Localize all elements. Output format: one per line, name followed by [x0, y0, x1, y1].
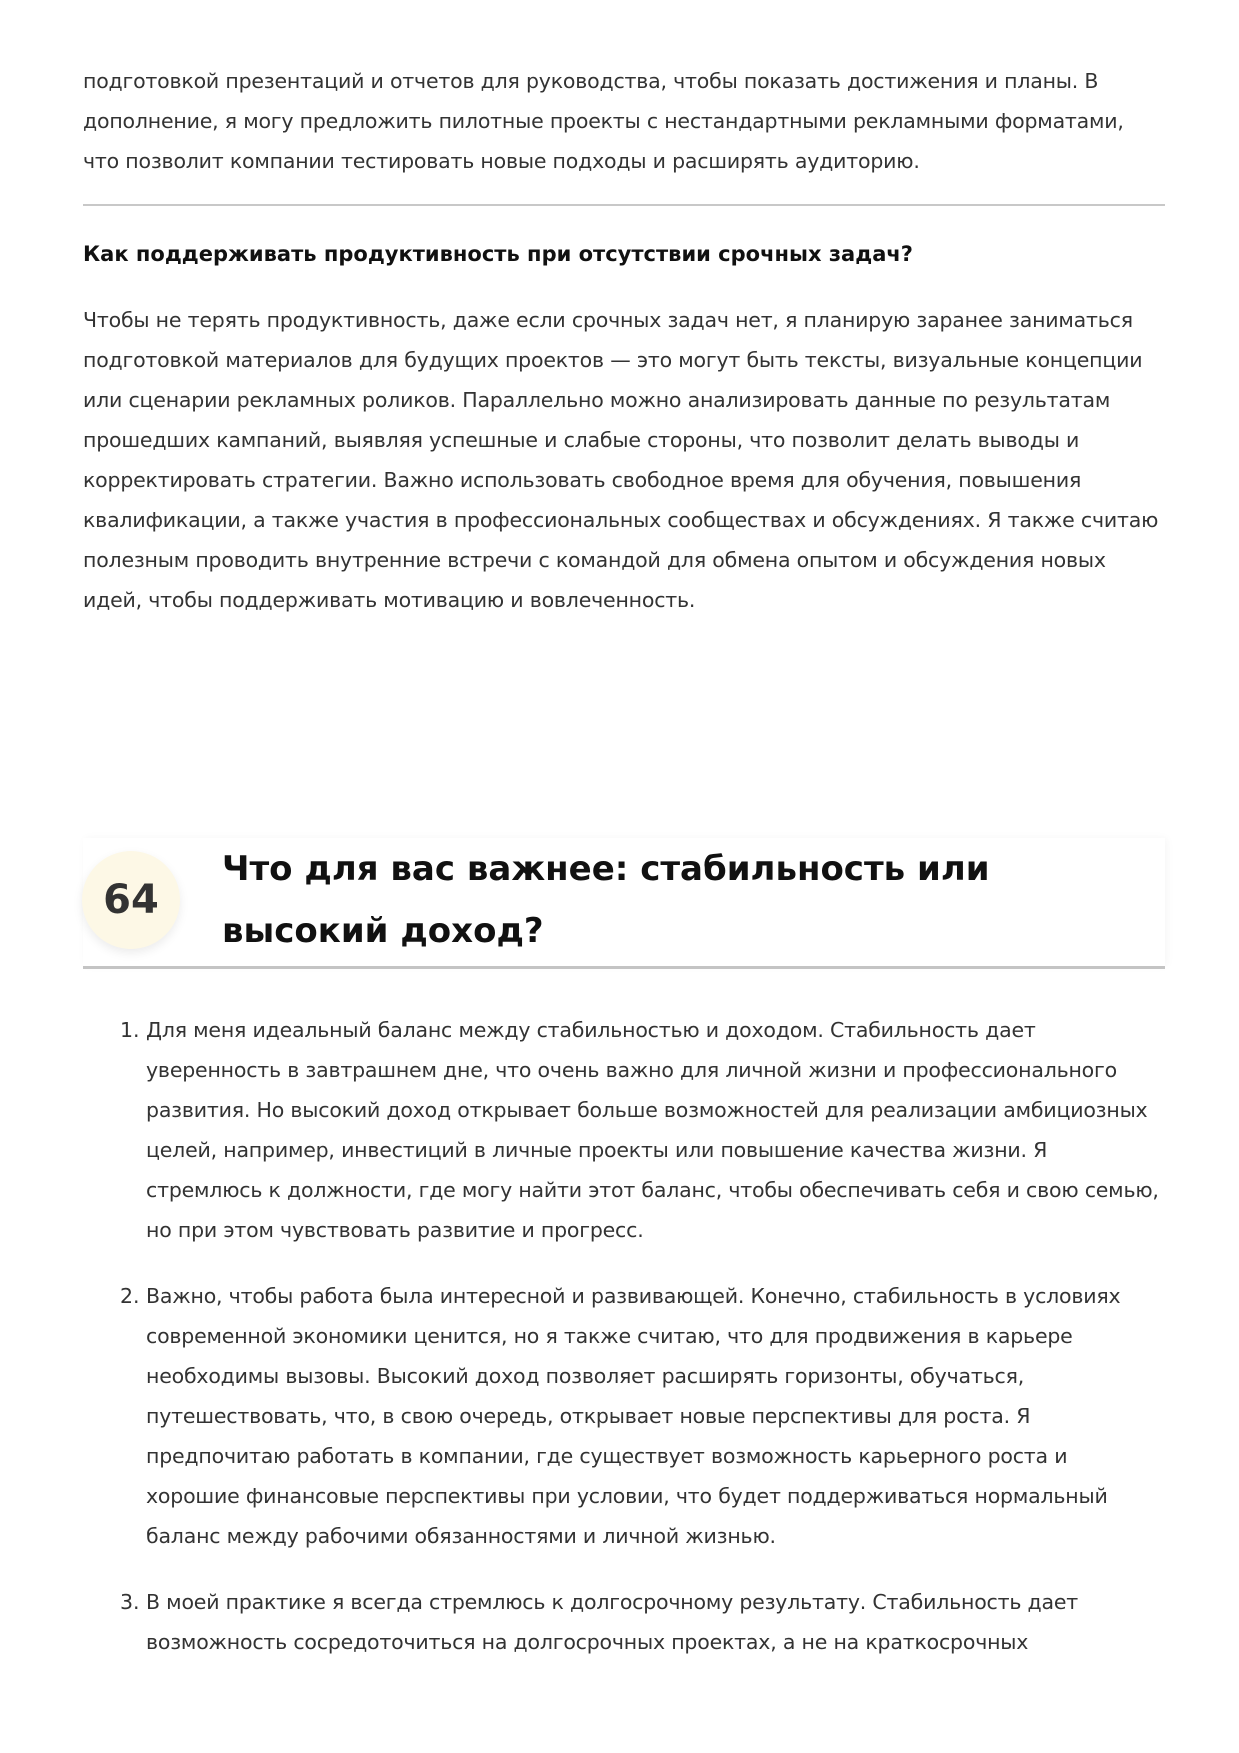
- list-item: [120, 1582, 1165, 1662]
- intro-paragraph: подготовкой презентаций и отчетов для руководства, чтобы показать достижения и планы. В дополнение, я могу предложить пилотные проекты с нестандартными рекламными форматами, что позволит компании тестировать новые подходы и расширять аудиторию.: [83, 69, 1124, 173]
- list-item: [120, 1010, 1165, 1250]
- list-text: Для меня идеальный баланс между стабильностью и доходом. Стабильность дает уверенность в завтрашнем дне, что очень важно для личной жизни и профессионального развития. Но высокий доход открывает больше возможностей для реализации амбициозных целей, например, инвестиций в личные проекты или повышение качества жизни. Я стремлюсь к должности, где могу найти этот баланс, чтобы обеспечивать себя и свою семью, но при этом чувствовать развитие и прогресс.: [146, 1018, 1159, 1242]
- question-title: Что для вас важнее: стабильность или высокий доход?: [222, 849, 990, 951]
- list-text: Важно, чтобы работа была интересной и развивающей. Конечно, стабильность в условиях современной экономики ценится, но я также считаю, что для продвижения в карьере необходимы вызовы. Высокий доход позволяет расширять горизонты, обучаться, путешествовать, что, в свою очередь, открывает новые перспективы для роста. Я предпочитаю работать в компании, где существует возможность карьерного роста и хорошие финансовые перспективы при условии, что будет поддерживаться нормальный баланс между рабочими обязанностями и личной жизнью.: [146, 1284, 1121, 1548]
- list-text: В моей практике я всегда стремлюсь к долгосрочному результату. Стабильность дает возможность сосредоточиться на долгосрочных проектах, а не на краткосрочных: [146, 1590, 1079, 1654]
- intro-text: [83, 61, 1165, 181]
- subquestion-answer: Чтобы не терять продуктивность, даже если срочных задач нет, я планирую заранее заниматься подготовкой материалов для будущих проектов — это могут быть тексты, визуальные концепции или сценарии рекламных роликов. Параллельно можно анализировать данные по результатам прошедших кампаний, выявляя успешные и слабые стороны, что позволит делать выводы и корректировать стратегии. Важно использовать свободное время для обучения, повышения квалификации, а также участия в профессиональных сообществах и обсуждениях. Я также считаю полезным проводить внутренние встречи с командой для обмена опытом и обсуждения новых идей, чтобы поддерживать мотивацию и вовлеченность.: [83, 308, 1159, 612]
- list-number: 3.: [120, 1590, 140, 1614]
- divider: [83, 204, 1165, 206]
- subquestion-title: Как поддерживать продуктивность при отсутствии срочных задач?: [83, 242, 913, 266]
- list-number: 1.: [120, 1018, 140, 1042]
- question-number-badge: [82, 851, 180, 949]
- list-number: 2.: [120, 1284, 140, 1308]
- subquestion-section: [83, 234, 1165, 620]
- question-number: 64: [103, 877, 159, 923]
- question-divider: [83, 966, 1165, 969]
- list-item: [120, 1276, 1165, 1556]
- answer-list: [120, 1010, 1165, 1688]
